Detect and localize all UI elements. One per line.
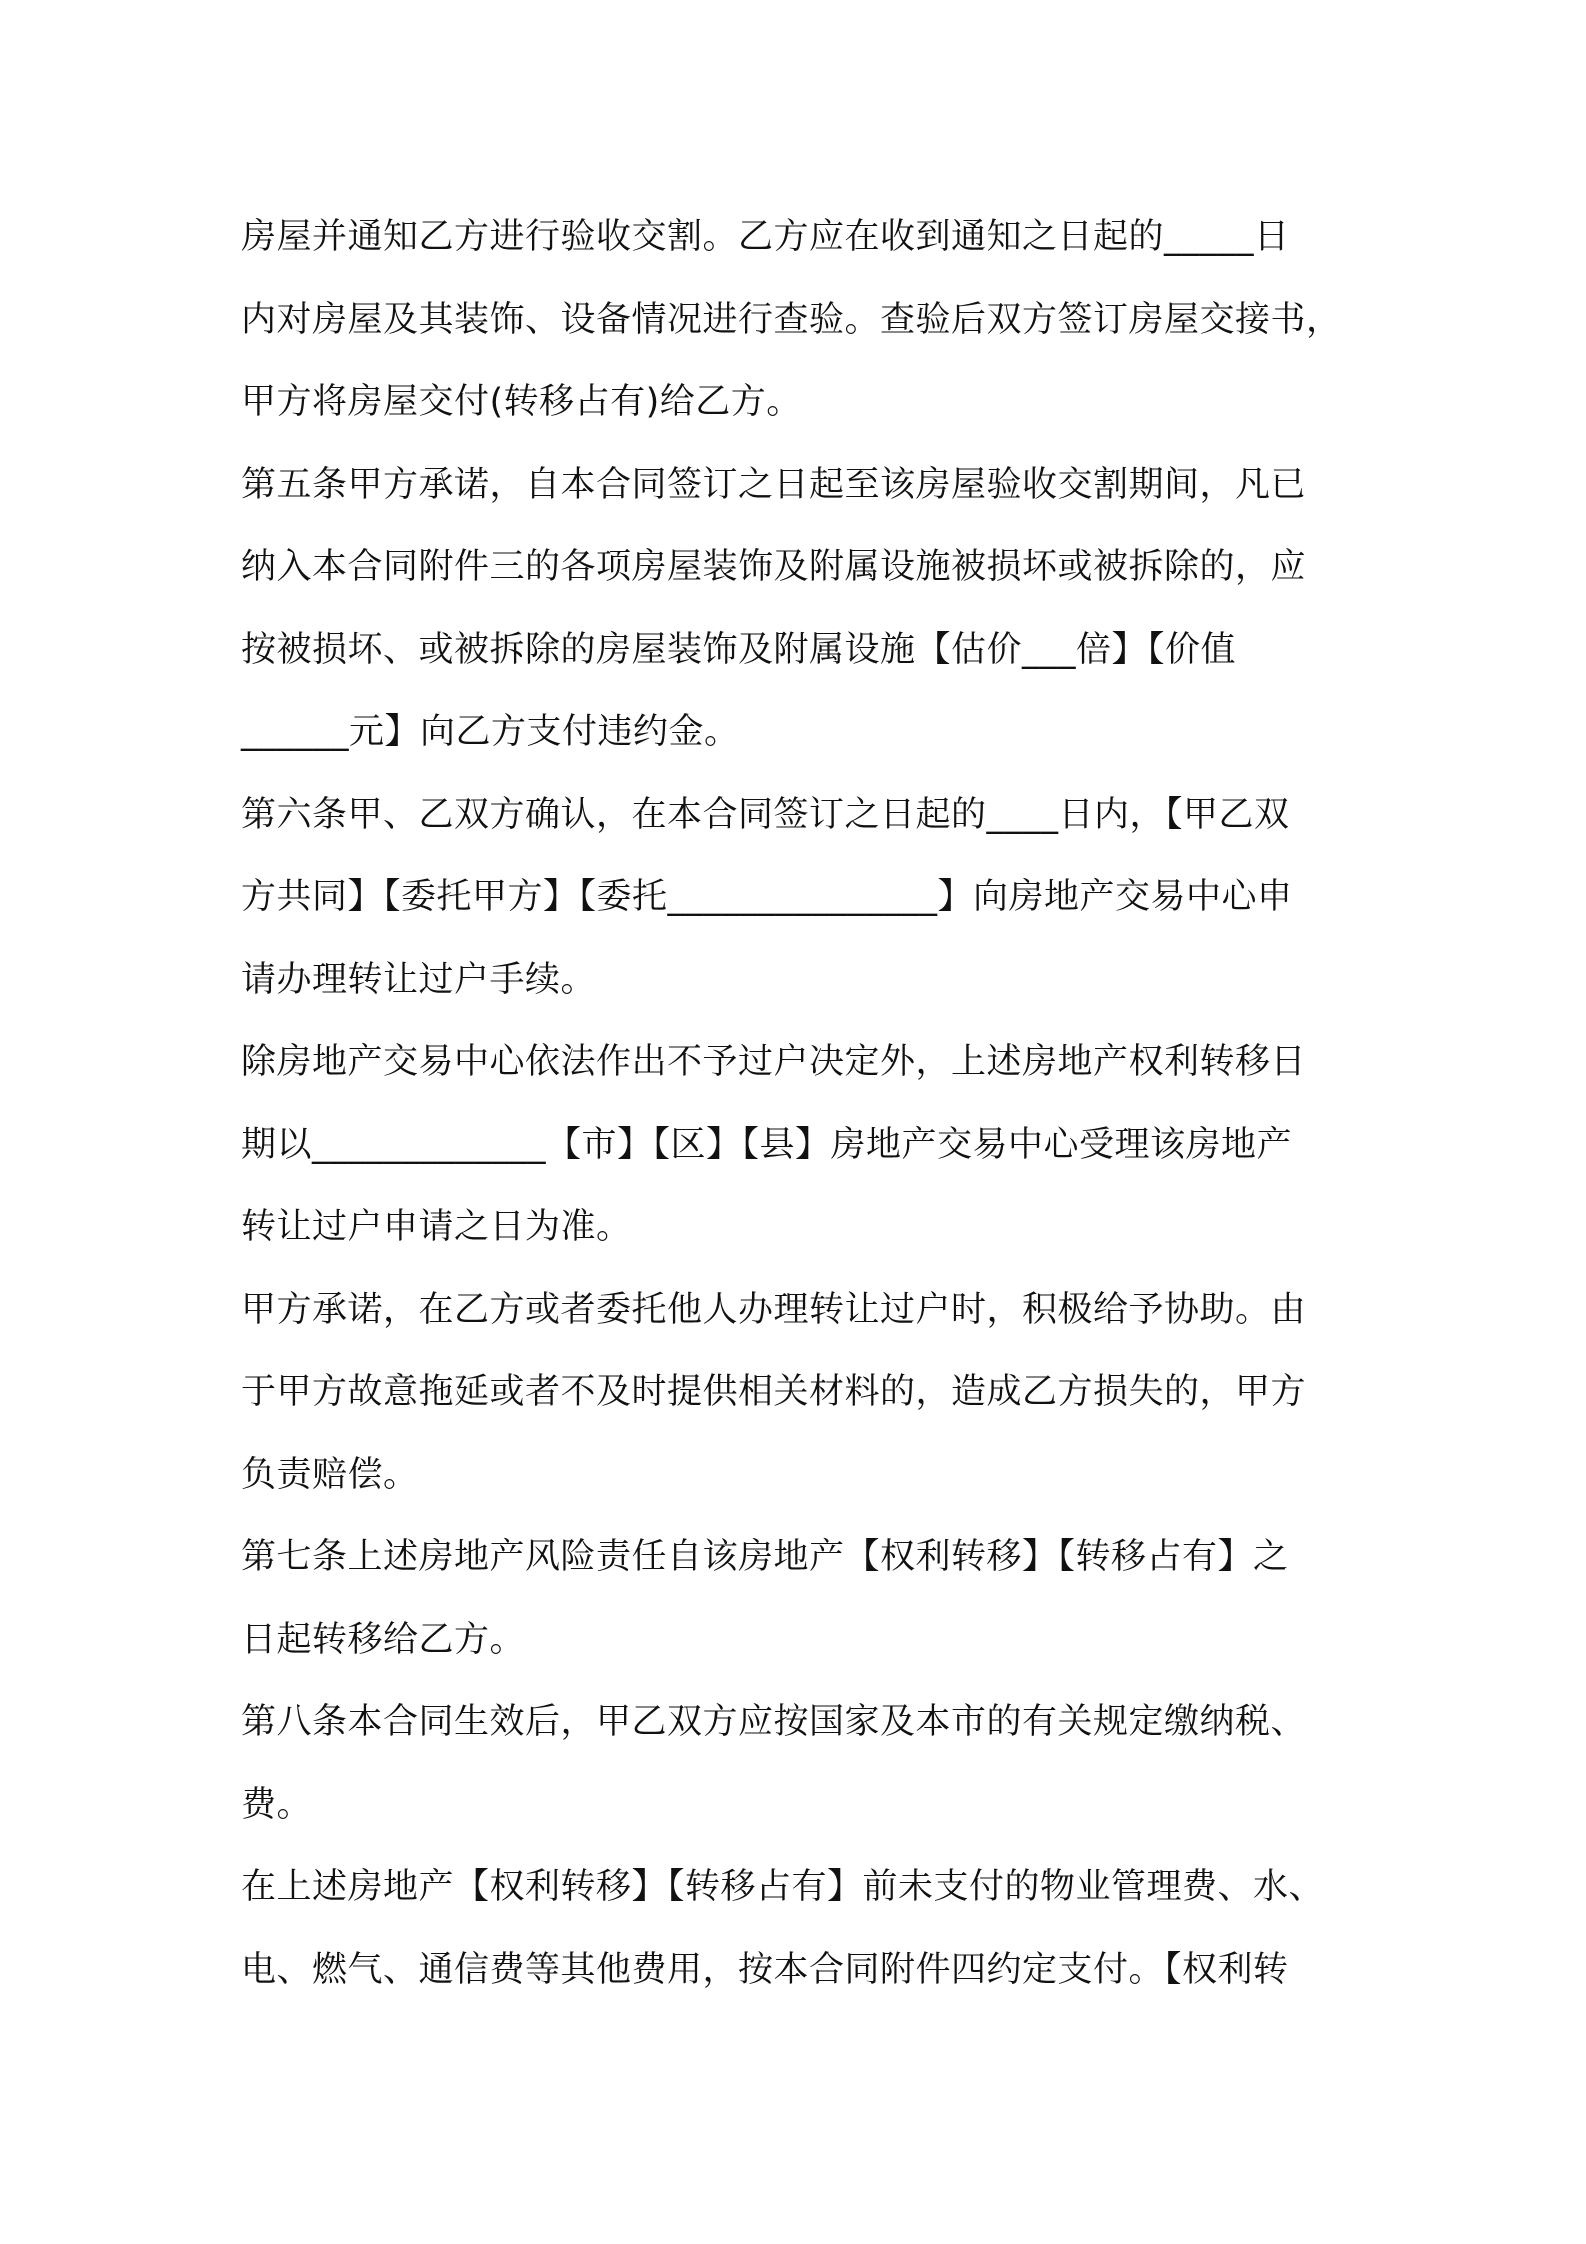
text-line: 于甲方故意拖延或者不及时提供相关材料的，造成乙方损失的，甲方 — [241, 1372, 1307, 1412]
text-line: 按被损坏、或被拆除的房屋装饰及附属设施【估价___倍】【价值 — [241, 629, 1237, 670]
text-line: 纳入本合同附件三的各项房屋装饰及附属设施被损坏或被拆除的，应 — [241, 547, 1307, 587]
text-line: 费。 — [241, 1784, 313, 1825]
text-line: ______元】向乙方支付违约金。 — [241, 712, 740, 752]
text-line: 转让过户申请之日为准。 — [241, 1207, 632, 1247]
text-line: 甲方承诺，在乙方或者委托他人办理转让过户时，积极给予协助。由 — [241, 1289, 1307, 1330]
text-line: 在上述房地产【权利转移】【转移占有】前未支付的物业管理费、水、 — [241, 1867, 1325, 1907]
text-line: 方共同】【委托甲方】【委托_______________】向房地产交易中心申 — [241, 877, 1293, 917]
text-line: 期以_____________【市】【区】【县】房地产交易中心受理该房地产 — [241, 1124, 1293, 1165]
text-line: 电、燃气、通信费等其他费用，按本合同附件四约定支付。【权利转 — [241, 1949, 1289, 1990]
text-line: 请办理转让过户手续。 — [241, 959, 597, 1000]
contract-text-body — [241, 196, 1361, 2011]
text-line: 房屋并通知乙方进行验收交割。乙方应在收到通知之日起的_____日 — [241, 217, 1290, 257]
text-line: 第六条甲、乙双方确认，在本合同签订之日起的____日内，【甲乙双 — [241, 794, 1290, 835]
text-line: 内对房屋及其装饰、设备情况进行查验。查验后双方签订房屋交接书， — [241, 299, 1342, 340]
text-line: 日起转移给乙方。 — [241, 1619, 526, 1660]
text-line: 第五条甲方承诺，自本合同签订之日起至该房屋验收交割期间，凡已 — [241, 464, 1307, 505]
text-line: 负责赔偿。 — [241, 1454, 419, 1495]
text-line: 甲方将房屋交付(转移占有)给乙方。 — [241, 382, 802, 422]
text-line: 除房地产交易中心依法作出不予过户决定外，上述房地产权利转移日 — [241, 1042, 1307, 1082]
text-line: 第七条上述房地产风险责任自该房地产【权利转移】【转移占有】之 — [241, 1537, 1289, 1577]
text-line: 第八条本合同生效后，甲乙双方应按国家及本市的有关规定缴纳税、 — [241, 1702, 1307, 1742]
